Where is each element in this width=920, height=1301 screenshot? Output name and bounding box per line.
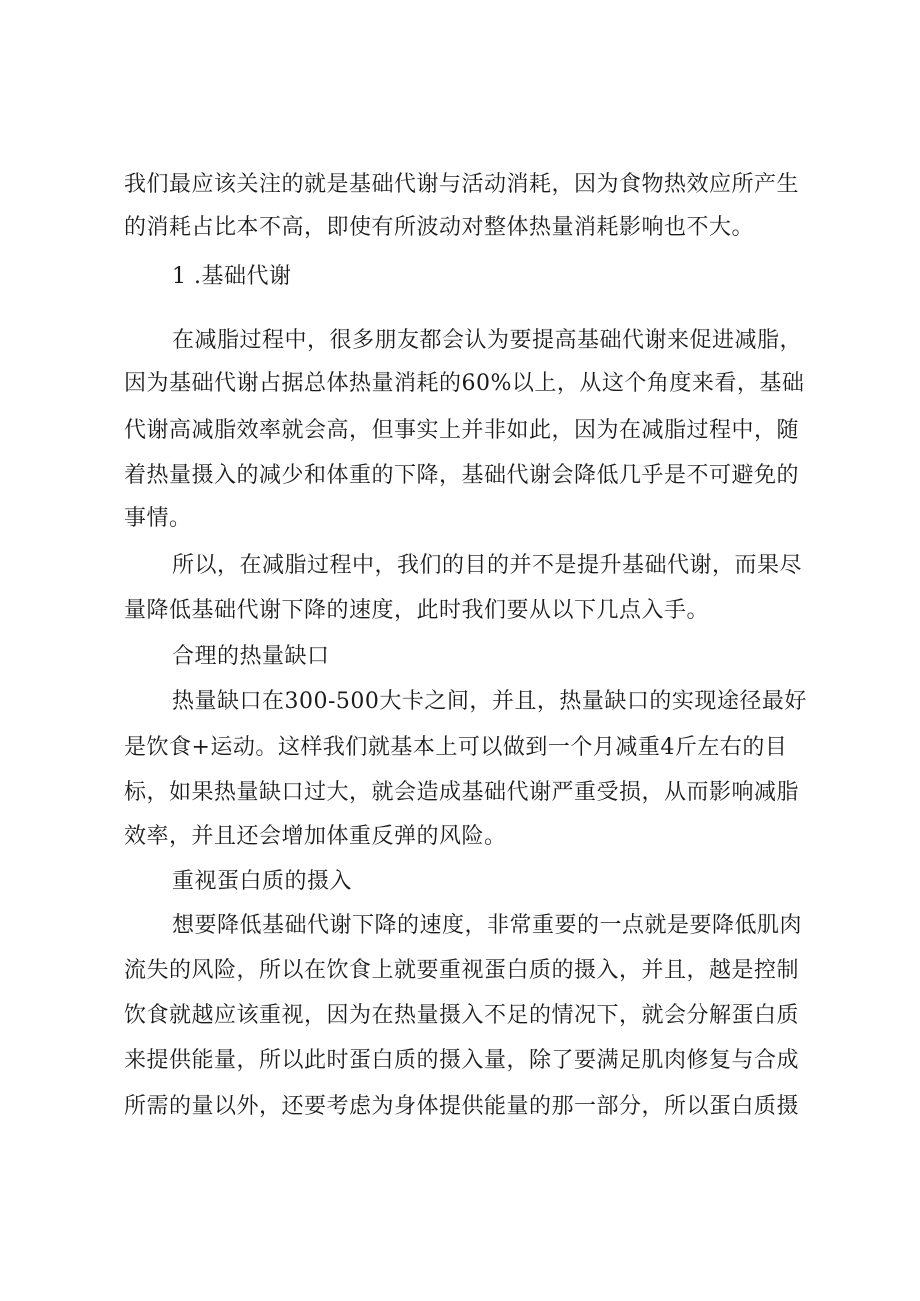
text-line: 是饮食+运动。这样我们就基本上可以做到一个月减重4斤左右的目 [124, 735, 788, 760]
subheading: 重视蛋白质的摄入 [172, 869, 353, 894]
section-heading: 1 .基础代谢 [172, 264, 292, 289]
text-line: 想要降低基础代谢下降的速度，非常重要的一点就是要降低肌肉 [172, 913, 803, 938]
text-line: 在减脂过程中，很多朋友都会认为要提高基础代谢来促进减脂， [172, 328, 803, 353]
text-line: 饮食就越应该重视，因为在热量摄入不足的情况下，就会分解蛋白质 [124, 1003, 800, 1028]
text-line: 的消耗占比本不高，即使有所波动对整体热量消耗影响也不大。 [124, 215, 755, 240]
text-line: 我们最应该关注的就是基础代谢与活动消耗，因为食物热效应所产生 [124, 172, 800, 197]
text-line: 事情。 [124, 506, 192, 531]
text-line: 流失的风险，所以在饮食上就要重视蛋白质的摄入，并且，越是控制 [124, 958, 800, 983]
text-line: 来提供能量，所以此时蛋白质的摄入量，除了要满足肌肉修复与合成 [124, 1048, 800, 1073]
text-line: 代谢高减脂效率就会高，但事实上并非如此，因为在减脂过程中，随 [124, 418, 800, 443]
subheading: 合理的热量缺口 [172, 644, 330, 669]
text-line: 效率，并且还会增加体重反弹的风险。 [124, 824, 507, 849]
text-line: 因为基础代谢占据总体热量消耗的60%以上，从这个角度来看，基础 [124, 371, 805, 396]
text-line: 热量缺口在300-500大卡之间，并且，热量缺口的实现途径最好 [172, 689, 807, 714]
text-line: 标，如果热量缺口过大，就会造成基础代谢严重受损，从而影响减脂 [124, 780, 800, 805]
text-line: 量降低基础代谢下降的速度，此时我们要从以下几点入手。 [124, 598, 710, 623]
text-line: 着热量摄入的减少和体重的下降，基础代谢会降低几乎是不可避免的 [124, 463, 800, 488]
text-line: 所需的量以外，还要考虑为身体提供能量的那一部分，所以蛋白质摄 [124, 1094, 800, 1119]
text-line: 所以，在减脂过程中，我们的目的并不是提升基础代谢，而果尽 [172, 553, 803, 578]
